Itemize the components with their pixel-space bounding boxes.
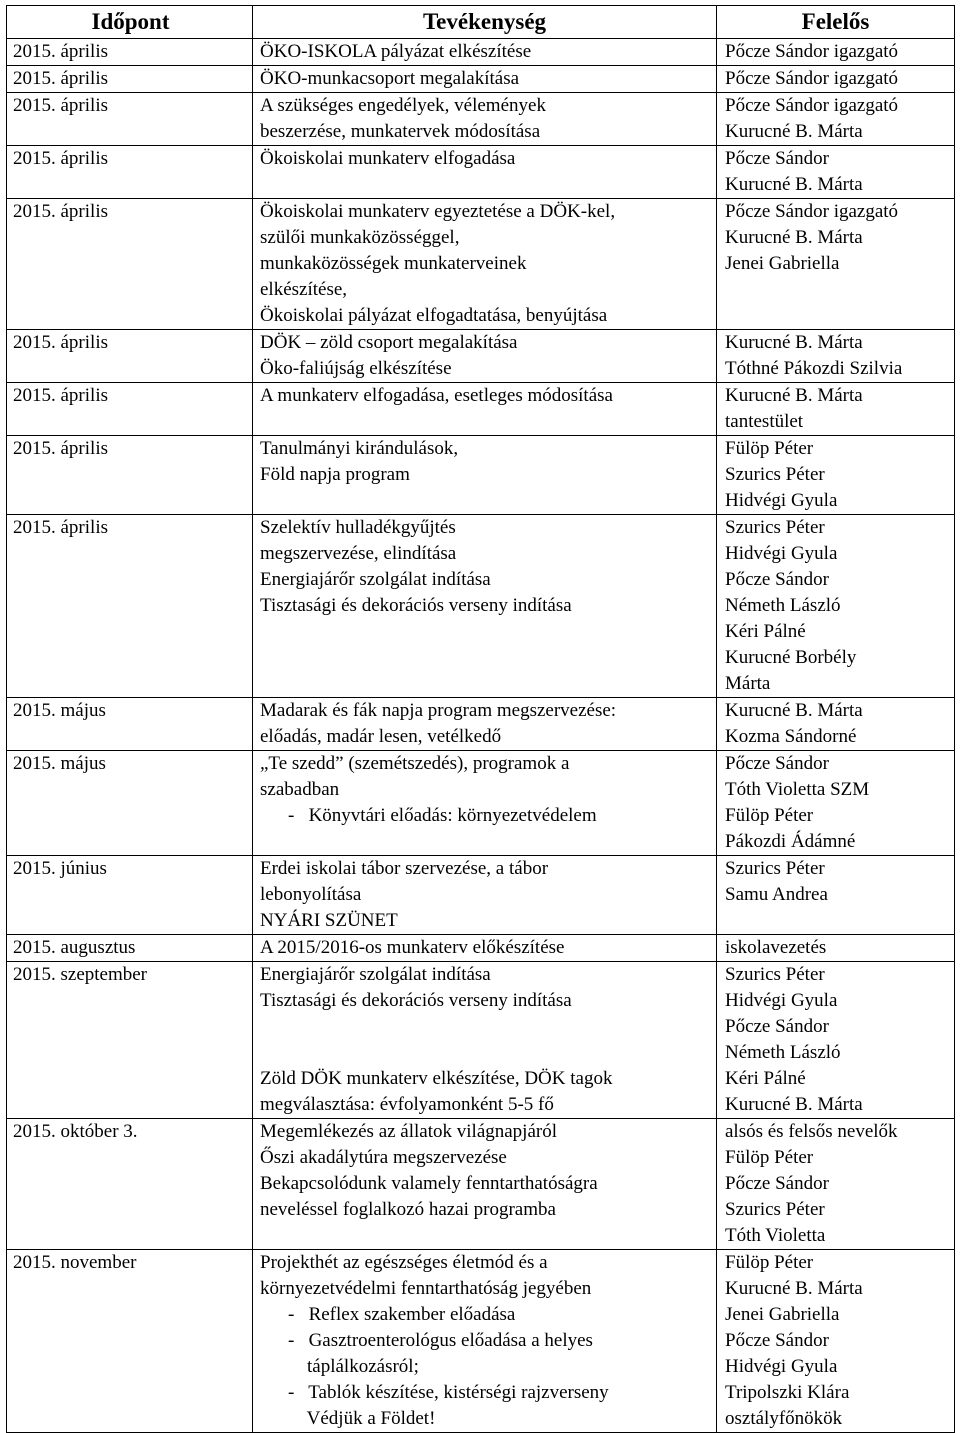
owner-line: tantestület	[725, 411, 804, 432]
owner-line: Pőcze Sándor igazgató	[725, 41, 899, 62]
owner-line: Jenei Gabriella	[725, 253, 840, 274]
owner-line: Kéri Pálné	[725, 621, 806, 642]
activity-line: megszervezése, elindítása	[260, 543, 457, 564]
cell-owner	[717, 436, 955, 515]
cell-owner	[717, 935, 955, 962]
activity-line: környezetvédelmi fenntarthatóság jegyében	[260, 1278, 592, 1299]
owner-line: Kurucné Borbély	[725, 647, 857, 668]
when-line: 2015. április	[13, 201, 108, 222]
owner-line: Kurucné B. Márta	[725, 332, 863, 353]
activity-line: A munkaterv elfogadása, esetleges módosítása	[260, 385, 613, 406]
when-line: 2015. május	[13, 753, 106, 774]
owner-line: Tóth Violetta SZM	[725, 779, 870, 800]
activity-line: Madarak és fák napja program megszervezése:	[260, 700, 617, 721]
when-line: 2015. április	[13, 332, 108, 353]
activity-line: Projekthét az egészséges életmód és a	[260, 1252, 548, 1273]
owner-line: Tripolszki Klára	[725, 1382, 850, 1403]
cell-activity	[253, 436, 717, 515]
cell-when	[7, 93, 253, 146]
cell-activity	[253, 330, 717, 383]
cell-when	[7, 1119, 253, 1250]
cell-when	[7, 751, 253, 856]
owner-line: Hidvégi Gyula	[725, 990, 838, 1011]
when-line: 2015. április	[13, 68, 108, 89]
cell-owner	[717, 383, 955, 436]
activity-line: - Gasztroenterológus előadása a helyes	[288, 1330, 593, 1351]
activity-line	[260, 1040, 716, 1066]
activity-line: szülői munkaközösséggel,	[260, 227, 460, 248]
table-row	[7, 39, 955, 66]
table-row	[7, 66, 955, 93]
cell-activity	[253, 66, 717, 93]
owner-line: Tóthné Pákozdi Szilvia	[725, 358, 903, 379]
table-row	[7, 436, 955, 515]
owner-line: Pőcze Sándor	[725, 753, 829, 774]
activity-line: „Te szedd” (szemétszedés), programok a	[260, 753, 570, 774]
when-line: 2015. április	[13, 41, 108, 62]
cell-activity	[253, 93, 717, 146]
activity-line: előadás, madár lesen, vetélkedő	[260, 726, 502, 747]
activity-line: szabadban	[260, 779, 340, 800]
when-line: 2015. november	[13, 1252, 137, 1273]
cell-owner	[717, 962, 955, 1119]
activity-line: Föld napja program	[260, 464, 410, 485]
owner-line: Pákozdi Ádámné	[725, 831, 856, 852]
table-row	[7, 146, 955, 199]
owner-line: iskolavezetés	[725, 937, 827, 958]
owner-line: Szurics Péter	[725, 964, 825, 985]
cell-activity	[253, 856, 717, 935]
cell-activity	[253, 935, 717, 962]
cell-activity	[253, 1250, 717, 1433]
when-line: 2015. augusztus	[13, 937, 136, 958]
activity-line: lebonyolítása	[260, 884, 362, 905]
owner-line: Pőcze Sándor	[725, 1173, 829, 1194]
cell-owner	[717, 330, 955, 383]
cell-when	[7, 1250, 253, 1433]
activity-line: Energiajárőr szolgálat indítása	[260, 964, 491, 985]
cell-when	[7, 39, 253, 66]
cell-owner	[717, 146, 955, 199]
when-line: 2015. április	[13, 438, 108, 459]
activity-line: táplálkozásról;	[288, 1356, 419, 1377]
owner-line: Jenei Gabriella	[725, 1304, 840, 1325]
owner-line: Fülöp Péter	[725, 438, 814, 459]
owner-line: Pőcze Sándor	[725, 1016, 829, 1037]
table-row	[7, 383, 955, 436]
owner-line: Pőcze Sándor igazgató	[725, 95, 899, 116]
owner-line: Kurucné B. Márta	[725, 1278, 863, 1299]
cell-activity	[253, 39, 717, 66]
activity-line: Öko-faliújság elkészítése	[260, 358, 452, 379]
owner-line: Szurics Péter	[725, 858, 825, 879]
activity-line: - Reflex szakember előadása	[288, 1304, 516, 1325]
activity-line: Zöld DÖK munkaterv elkészítése, DÖK tagok	[260, 1068, 613, 1089]
cell-owner	[717, 1250, 955, 1433]
activity-line: Megemlékezés az állatok világnapjáról	[260, 1121, 558, 1142]
owner-line: Németh László	[725, 1042, 841, 1063]
owner-line: Pőcze Sándor igazgató	[725, 201, 899, 222]
activity-line: Őszi akadálytúra megszervezése	[260, 1147, 507, 1168]
cell-owner	[717, 751, 955, 856]
cell-owner	[717, 515, 955, 698]
table-row	[7, 1119, 955, 1250]
cell-owner	[717, 93, 955, 146]
activity-line: munkaközösségek munkaterveinek	[260, 253, 527, 274]
activity-line: NYÁRI SZÜNET	[260, 910, 398, 931]
activity-line: Energiajárőr szolgálat indítása	[260, 569, 491, 590]
owner-line: Hidvégi Gyula	[725, 1356, 838, 1377]
activity-line: neveléssel foglalkozó hazai programba	[260, 1199, 556, 1220]
owner-line: Kurucné B. Márta	[725, 227, 863, 248]
activity-line: - Könyvtári előadás: környezetvédelem	[288, 805, 597, 826]
header-when: Időpont	[7, 6, 253, 39]
when-line: 2015. szeptember	[13, 964, 148, 985]
header-owner: Felelős	[717, 6, 955, 39]
when-line: 2015. június	[13, 858, 107, 879]
cell-activity	[253, 383, 717, 436]
cell-owner	[717, 1119, 955, 1250]
owner-line: Pőcze Sándor igazgató	[725, 68, 899, 89]
owner-line: Kurucné B. Márta	[725, 385, 863, 406]
table-row	[7, 751, 955, 856]
activity-line: elkészítése,	[260, 279, 348, 300]
cell-owner	[717, 856, 955, 935]
when-line: 2015. április	[13, 95, 108, 116]
activity-line: Tisztasági és dekorációs verseny indítása	[260, 595, 572, 616]
owner-line: Pőcze Sándor	[725, 148, 829, 169]
activity-line: A szükséges engedélyek, vélemények	[260, 95, 546, 116]
schedule-table	[6, 5, 955, 1433]
cell-owner	[717, 66, 955, 93]
cell-owner	[717, 698, 955, 751]
owner-line: Kurucné B. Márta	[725, 121, 863, 142]
owner-line: Fülöp Péter	[725, 805, 814, 826]
activity-line: Ökoiskolai pályázat elfogadtatása, benyújtása	[260, 305, 608, 326]
owner-line: Hidvégi Gyula	[725, 543, 838, 564]
owner-line: Tóth Violetta	[725, 1225, 826, 1246]
cell-when	[7, 698, 253, 751]
header-activity: Tevékenység	[253, 6, 717, 39]
owner-line: alsós és felsős nevelők	[725, 1121, 898, 1142]
owner-line: Németh László	[725, 595, 841, 616]
owner-line: Samu Andrea	[725, 884, 828, 905]
table-row	[7, 698, 955, 751]
owner-line: Kozma Sándorné	[725, 726, 857, 747]
owner-line: Hidvégi Gyula	[725, 490, 838, 511]
owner-line: Kurucné B. Márta	[725, 1094, 863, 1115]
cell-when	[7, 66, 253, 93]
activity-line: DÖK – zöld csoport megalakítása	[260, 332, 518, 353]
activity-line	[260, 1014, 716, 1040]
cell-when	[7, 383, 253, 436]
table-row	[7, 962, 955, 1119]
owner-line: Kurucné B. Márta	[725, 174, 863, 195]
owner-line: Fülöp Péter	[725, 1147, 814, 1168]
table-row	[7, 856, 955, 935]
activity-line: Tisztasági és dekorációs verseny indítása	[260, 990, 572, 1011]
cell-owner	[717, 199, 955, 330]
when-line: 2015. május	[13, 700, 106, 721]
activity-line: Bekapcsolódunk valamely fenntarthatóságra	[260, 1173, 598, 1194]
when-line: 2015. április	[13, 385, 108, 406]
cell-when	[7, 330, 253, 383]
cell-activity	[253, 199, 717, 330]
owner-line: Kurucné B. Márta	[725, 700, 863, 721]
table-row	[7, 330, 955, 383]
activity-line: Erdei iskolai tábor szervezése, a tábor	[260, 858, 549, 879]
schedule-body	[7, 39, 955, 1433]
activity-line: Ökoiskolai munkaterv egyeztetése a DÖK-kel,	[260, 201, 616, 222]
owner-line: Szurics Péter	[725, 464, 825, 485]
activity-line: Ökoiskolai munkaterv elfogadása	[260, 148, 516, 169]
when-line: 2015. április	[13, 517, 108, 538]
owner-line: Márta	[725, 673, 771, 694]
table-row	[7, 93, 955, 146]
when-line: 2015. április	[13, 148, 108, 169]
header-row	[7, 6, 955, 39]
owner-line: Szurics Péter	[725, 517, 825, 538]
cell-when	[7, 515, 253, 698]
cell-when	[7, 935, 253, 962]
activity-line: Szelektív hulladékgyűjtés	[260, 517, 456, 538]
activity-line: ÖKO-munkacsoport megalakítása	[260, 68, 520, 89]
cell-when	[7, 436, 253, 515]
owner-line: Pőcze Sándor	[725, 569, 829, 590]
cell-activity	[253, 751, 717, 856]
owner-line: Szurics Péter	[725, 1199, 825, 1220]
cell-owner	[717, 39, 955, 66]
activity-line: A 2015/2016-os munkaterv előkészítése	[260, 937, 565, 958]
activity-line: beszerzése, munkatervek módosítása	[260, 121, 541, 142]
cell-activity	[253, 962, 717, 1119]
owner-line: osztályfőnökök	[725, 1408, 843, 1429]
activity-line: ÖKO-ISKOLA pályázat elkészítése	[260, 41, 532, 62]
cell-when	[7, 856, 253, 935]
cell-when	[7, 146, 253, 199]
cell-activity	[253, 1119, 717, 1250]
activity-line: Védjük a Földet!	[288, 1408, 436, 1429]
activity-line: Tanulmányi kirándulások,	[260, 438, 459, 459]
table-row	[7, 515, 955, 698]
owner-line: Kéri Pálné	[725, 1068, 806, 1089]
owner-line: Fülöp Péter	[725, 1252, 814, 1273]
owner-line: Pőcze Sándor	[725, 1330, 829, 1351]
table-row	[7, 1250, 955, 1433]
activity-line: megválasztása: évfolyamonként 5-5 fő	[260, 1094, 554, 1115]
cell-when	[7, 199, 253, 330]
cell-when	[7, 962, 253, 1119]
cell-activity	[253, 698, 717, 751]
table-row	[7, 199, 955, 330]
activity-line: - Tablók készítése, kistérségi rajzverseny	[288, 1382, 609, 1403]
cell-activity	[253, 146, 717, 199]
table-row	[7, 935, 955, 962]
when-line: 2015. október 3.	[13, 1121, 138, 1142]
cell-activity	[253, 515, 717, 698]
